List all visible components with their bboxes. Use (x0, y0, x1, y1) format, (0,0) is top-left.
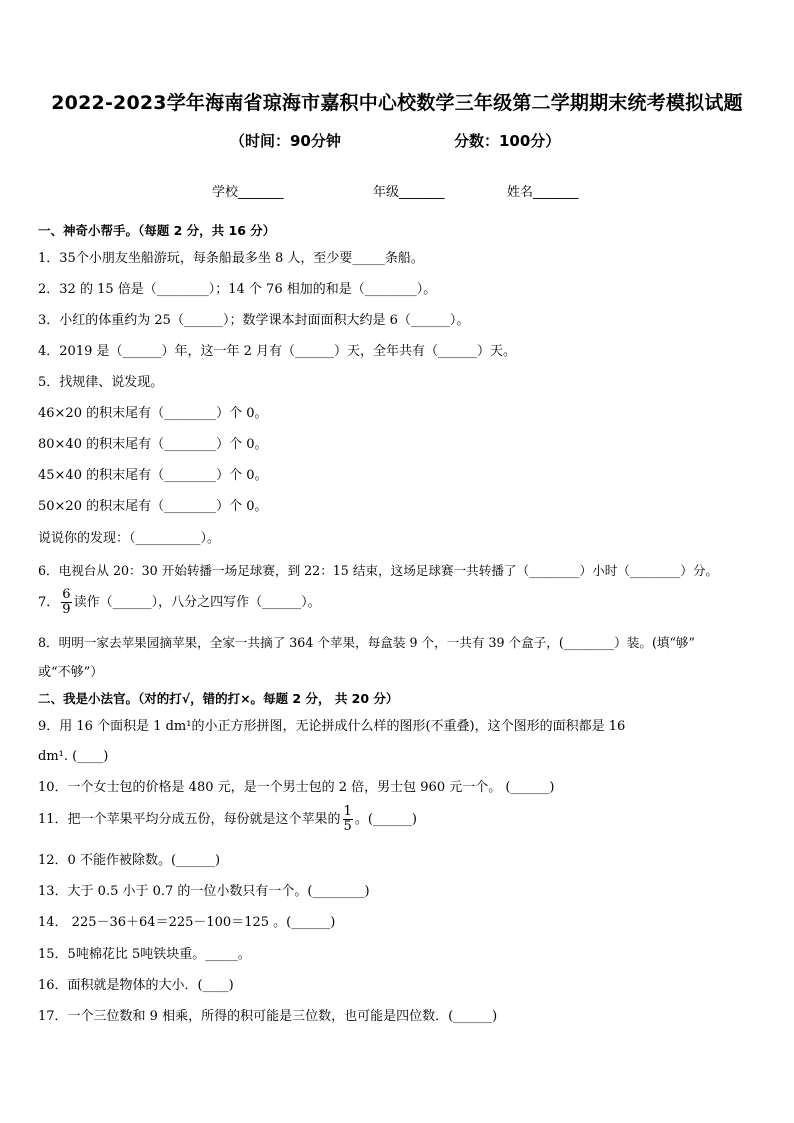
question-10: 10．一个女士包的价格是 480 元，是一个男士包的 2 倍，男士包 960 元一个。 (______) (38, 780, 555, 795)
page-title: 2022-2023学年海南省琼海市嘉积中心校数学三年级第二学期期末统考模拟试题 (51, 92, 743, 114)
question-5e: 说说你的发现：（__________）。 (38, 531, 221, 546)
section2-heading: 二、我是小法官。（对的打√，错的打×。每题 2 分， 共 20 分） (38, 691, 399, 706)
section1-heading: 一、神奇小帮手。（每题 2 分，共 16 分） (38, 223, 276, 238)
question-7-number: 7． (38, 595, 60, 610)
question-5c: 45×40 的积末尾有（________）个 0。 (38, 468, 268, 483)
question-6: 6．电视台从 20：30 开始转播一场足球赛，到 22：15 结束，这场足球赛一共转播了（________）小时（________）分。 (38, 563, 719, 578)
fraction-one-fifth (343, 805, 353, 834)
question-5b: 80×40 的积末尾有（________）个 0。 (38, 437, 268, 452)
fraction-numerator: 6 (62, 587, 71, 602)
question-9: 9．用 16 个面积是 1 dm¹的小正方形拼图，无论拼成什么样的图形(不重叠)，这个图形的面积都是 16 (38, 719, 626, 734)
name-field: 姓名_______ (507, 185, 579, 200)
question-7 (38, 588, 321, 617)
question-7-text: 读作（______），八分之四写作（______）。 (73, 595, 321, 610)
question-14: 14． 225－36＋64＝225－100＝125 。(______) (38, 915, 336, 930)
fraction-denominator: 9 (62, 602, 71, 617)
question-5d: 50×20 的积末尾有（________）个 0。 (38, 499, 268, 514)
fraction-numerator: 1 (343, 804, 352, 819)
grade-field: 年级_______ (373, 185, 445, 200)
fraction-denominator: 5 (343, 819, 352, 834)
question-16: 16．面积就是物体的大小．(____) (38, 978, 234, 993)
question-5: 5．找规律、说发现。 (38, 375, 164, 390)
question-17: 17．一个三位数和 9 相乘，所得的积可能是三位数，也可能是四位数．(______) (38, 1009, 498, 1024)
question-13: 13．大于 0.5 小于 0.7 的一位小数只有一个。(________) (38, 884, 370, 899)
question-4: 4．2019 是（______）年，这一年 2 月有（______）天，全年共有（______）天。 (38, 344, 517, 359)
question-1: 1．35个小朋友坐船游玩，每条船最多坐 8 人，至少要_____条船。 (38, 251, 424, 266)
question-8-cont: 或“不够”） (38, 665, 104, 680)
exam-time: （时间：90分钟 (230, 132, 341, 150)
question-11-text: 11．把一个苹果平均分成五份，每份就是这个苹果的 (38, 812, 341, 827)
question-5a: 46×20 的积末尾有（________）个 0。 (38, 406, 268, 421)
question-2: 2．32 的 15 倍是（________）；14 个 76 相加的和是（________）。 (38, 282, 437, 297)
exam-score: 分数：100分） (454, 132, 561, 150)
question-8: 8．明明一家去苹果园摘苹果，全家一共摘了 364 个苹果，每盒装 9 个，一共有 39 个盒子，(________）装。(填“够” (38, 635, 695, 650)
question-3: 3．小红的体重约为 25（______）；数学课本封面面积大约是 6（______）。 (38, 313, 470, 328)
question-11-answer: 。(______) (354, 812, 417, 827)
fraction-six-ninths (61, 588, 71, 617)
question-15: 15．5吨棉花比 5吨铁块重。_____。 (38, 947, 251, 962)
question-12: 12．0 不能作被除数。(______) (38, 853, 221, 868)
question-11 (38, 805, 417, 834)
question-9-cont: dm¹. (____) (38, 749, 109, 764)
school-field: 学校_______ (212, 185, 284, 200)
